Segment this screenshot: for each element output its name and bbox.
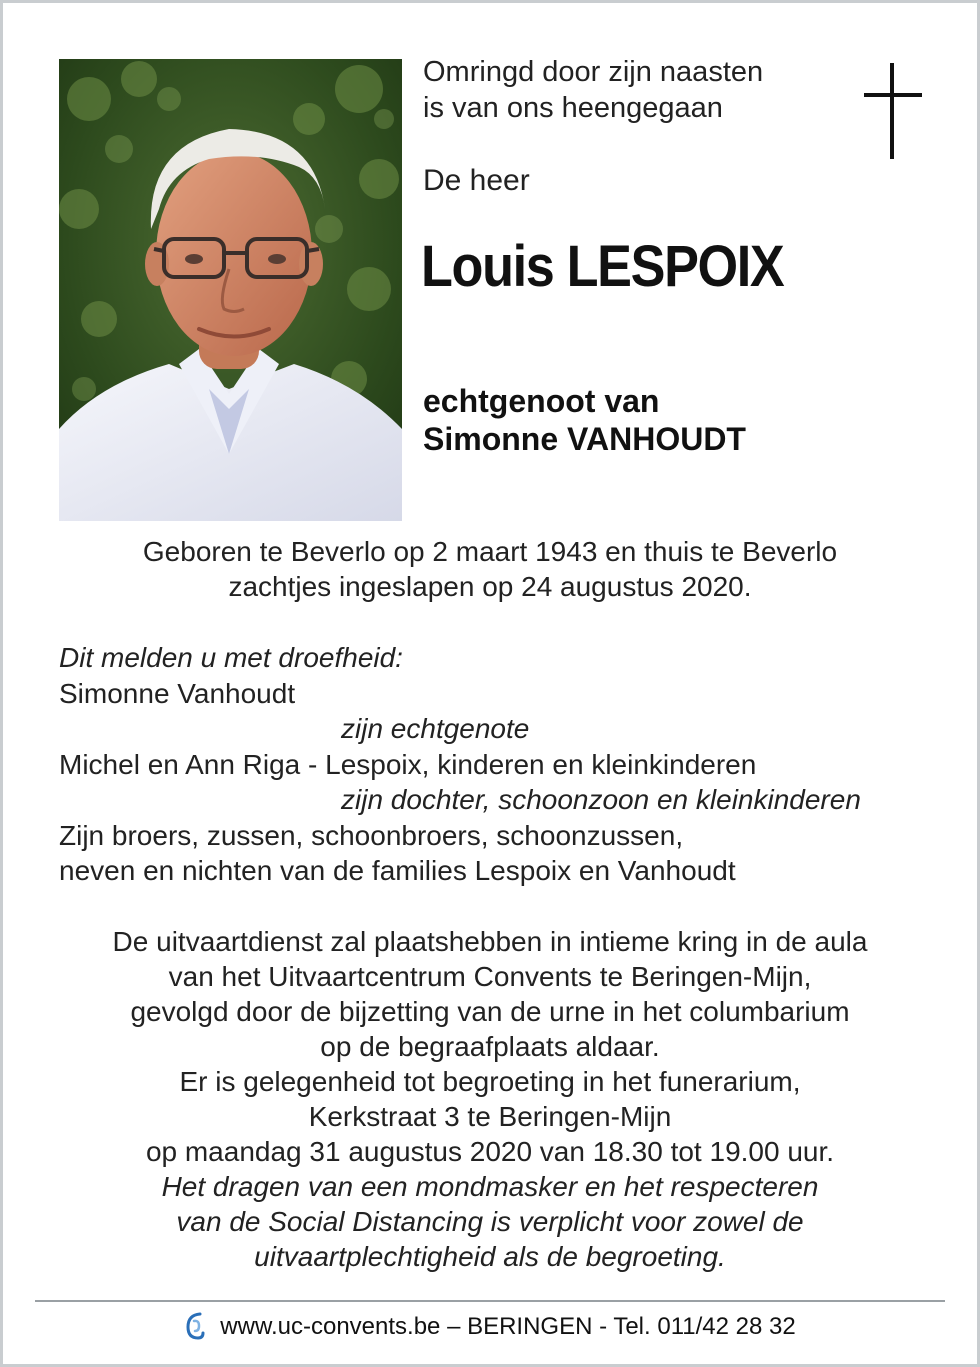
service-line: van de Social Distancing is verplicht voor zowel de	[176, 1206, 804, 1237]
family-line: Simonne Vanhoudt	[59, 677, 296, 709]
family-line: Michel en Ann Riga - Lespoix, kinderen en kleinkinderen	[59, 748, 757, 780]
service-info	[0, 924, 980, 1274]
service-line: van het Uitvaartcentrum Convents te Beringen-Mijn,	[168, 961, 812, 992]
footer-contact-link[interactable]: www.uc-convents.be – BERINGEN - Tel. 011/42 28 32	[220, 1313, 796, 1340]
service-line: op maandag 31 augustus 2020 van 18.30 tot 19.00 uur.	[145, 1136, 835, 1167]
portrait-photo	[59, 59, 402, 521]
footer	[0, 1309, 980, 1345]
spouse-block	[423, 382, 746, 458]
family-heading: Dit melden u met droefheid:	[59, 642, 403, 673]
service-line: op de begraafplaats aldaar.	[320, 1031, 660, 1062]
cross-icon	[864, 63, 922, 159]
service-line: Het dragen van een mondmasker en het respecteren	[161, 1171, 819, 1202]
deceased-name: Louis LESPOIX	[421, 234, 784, 299]
born-line: Geboren te Beverlo op 2 maart 1943 en thuis te Beverlo	[142, 536, 838, 567]
service-line: De uitvaartdienst zal plaatshebben in intieme kring in de aula	[112, 926, 868, 957]
service-line: Er is gelegenheid tot begroeting in het funerarium,	[179, 1066, 801, 1097]
spouse-line: Simonne VANHOUDT	[423, 421, 746, 457]
service-line: uitvaartplechtigheid als de begroeting.	[254, 1241, 726, 1272]
born-line: zachtjes ingeslapen op 24 augustus 2020.	[228, 571, 752, 602]
spouse-line: echtgenoot van	[423, 383, 660, 419]
service-line: gevolgd door de bijzetting van de urne in het columbarium	[130, 996, 850, 1027]
funeral-home-logo-icon	[184, 1311, 206, 1341]
intro-line: Omringd door zijn naasten	[423, 56, 764, 88]
family-line: Zijn broers, zussen, schoonbroers, schoonzussen,	[59, 819, 684, 851]
family-lines	[59, 676, 939, 889]
intro-line: is van ons heengegaan	[423, 92, 723, 124]
family-line: zijn echtgenote	[341, 713, 530, 744]
footer-divider	[35, 1300, 945, 1302]
honorific-title: De heer	[423, 164, 530, 197]
service-line: Kerkstraat 3 te Beringen-Mijn	[308, 1101, 672, 1132]
family-list	[59, 640, 939, 889]
intro-text	[423, 54, 843, 126]
family-line: neven en nichten van de families Lespoix en Vanhoudt	[59, 855, 736, 886]
family-line: zijn dochter, schoonzoon en kleinkinderen	[341, 784, 861, 815]
birth-death-info	[0, 534, 980, 604]
